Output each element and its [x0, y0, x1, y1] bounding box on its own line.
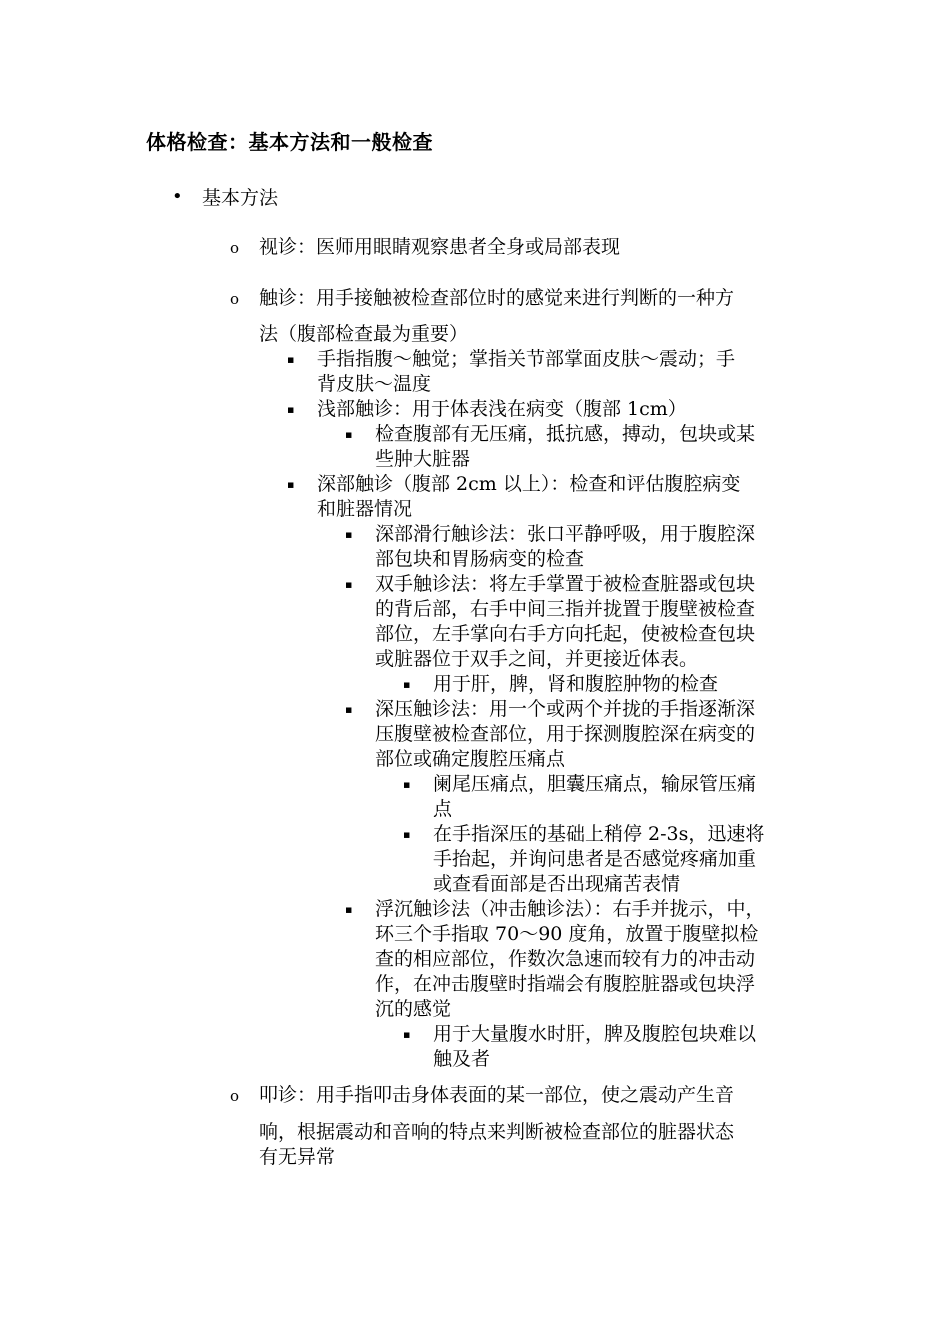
list-item: 基本方法	[202, 187, 279, 209]
list-item: 双手触诊法：将左手掌置于被检查脏器或包块	[375, 573, 756, 595]
list-bullet: ▪	[345, 703, 353, 716]
list-item: 和脏器情况	[317, 498, 413, 520]
list-item: 叩诊：用手指叩击身体表面的某一部位，使之震动产生音	[259, 1084, 735, 1106]
list-bullet: o	[230, 290, 240, 308]
list-item: 的背后部，右手中间三指并拢置于腹壁被检查	[375, 598, 756, 620]
list-item: 检查腹部有无压痛，抵抗感，搏动，包块或某	[375, 423, 756, 445]
list-item: 查的相应部位，作数次急速而较有力的冲击动	[375, 948, 756, 970]
list-bullet: ▪	[287, 353, 295, 366]
list-item: 或脏器位于双手之间，并更接近体表。	[375, 648, 699, 670]
list-item: 浅部触诊：用于体表浅在病变（腹部 1cm）	[317, 398, 687, 420]
list-item: 部位或确定腹腔压痛点	[375, 748, 566, 770]
list-bullet: ▪	[287, 478, 295, 491]
list-item: 深部滑行触诊法：张口平静呼吸，用于腹腔深	[375, 523, 756, 545]
list-item: 压腹壁被检查部位，用于探测腹腔深在病变的	[375, 723, 756, 745]
list-item: 有无异常	[259, 1146, 336, 1168]
list-bullet: ▪	[403, 678, 411, 691]
list-bullet: o	[230, 239, 240, 257]
list-bullet: ▪	[345, 903, 353, 916]
list-bullet: ▪	[345, 578, 353, 591]
list-item: 手抬起，并询问患者是否感觉疼痛加重	[433, 848, 757, 870]
list-item: 用于肝，脾，肾和腹腔肿物的检查	[433, 673, 719, 695]
list-item: 触诊：用手接触被检查部位时的感觉来进行判断的一种方	[259, 287, 735, 309]
list-item: 作，在冲击腹壁时指端会有腹腔脏器或包块浮	[375, 973, 756, 995]
page-title: 体格检查：基本方法和一般检查	[146, 130, 433, 154]
list-item: 深部触诊（腹部 2cm 以上）：检查和评估腹腔病变	[317, 473, 741, 495]
list-item: 法（腹部检查最为重要）	[259, 323, 469, 345]
list-item: 点	[433, 798, 453, 820]
list-item: 环三个手指取 70～90 度角，放置于腹壁拟检	[375, 923, 759, 945]
list-item: 浮沉触诊法（冲击触诊法）：右手并拢示，中，	[375, 898, 765, 920]
list-item: 响，根据震动和音响的特点来判断被检查部位的脏器状态	[259, 1121, 735, 1143]
list-bullet: ▪	[403, 828, 411, 841]
list-bullet: ▪	[345, 428, 353, 441]
list-item: 或查看面部是否出现痛苦表情	[433, 873, 681, 895]
list-item: 背皮肤～温度	[317, 373, 432, 395]
list-item: 深压触诊法：用一个或两个并拢的手指逐渐深	[375, 698, 756, 720]
list-bullet: o	[230, 1087, 240, 1105]
list-bullet: ▪	[403, 778, 411, 791]
list-bullet: ▪	[345, 528, 353, 541]
list-item: 阑尾压痛点，胆囊压痛点，输尿管压痛	[433, 773, 757, 795]
list-item: 用于大量腹水时肝，脾及腹腔包块难以	[433, 1023, 757, 1045]
list-bullet: ▪	[403, 1028, 411, 1041]
list-bullet: •	[172, 186, 183, 207]
list-item: 部包块和胃肠病变的检查	[375, 548, 585, 570]
list-item: 在手指深压的基础上稍停 2-3s，迅速将	[433, 823, 765, 845]
list-item: 些肿大脏器	[375, 448, 471, 470]
list-item: 手指指腹～触觉；掌指关节部掌面皮肤～震动；手	[317, 348, 736, 370]
list-item: 触及者	[433, 1048, 491, 1070]
list-bullet: ▪	[287, 403, 295, 416]
list-item: 沉的感觉	[375, 998, 452, 1020]
list-item: 部位，左手掌向右手方向托起，使被检查包块	[375, 623, 756, 645]
list-item: 视诊：医师用眼睛观察患者全身或局部表现	[259, 236, 621, 258]
